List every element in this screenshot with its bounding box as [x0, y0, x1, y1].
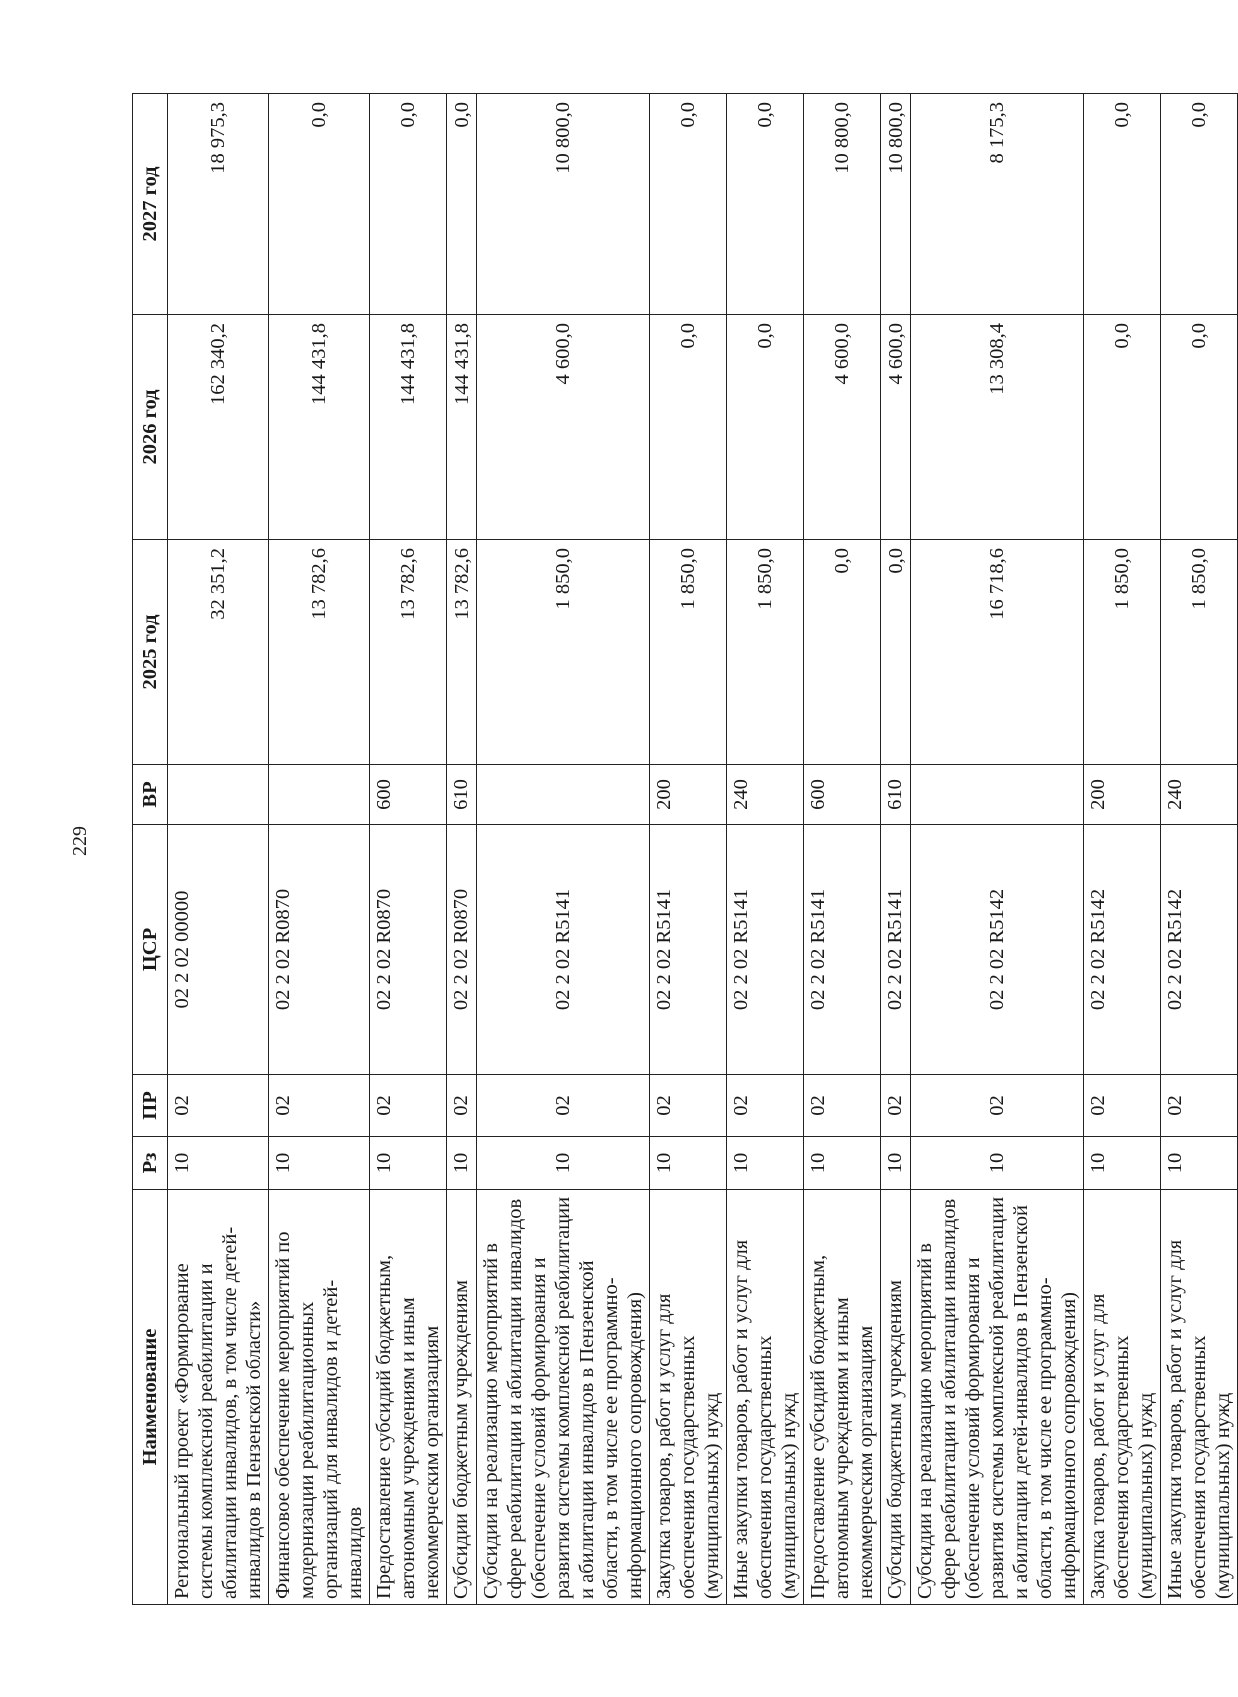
cell-2025: 13 782,6 [447, 540, 477, 765]
cell-rz: 10 [804, 1137, 881, 1190]
cell-2027: 0,0 [650, 94, 727, 315]
cell-name: Субсидии на реализацию мероприятий в сфере реабилитации и абилитации инвалидов (обеспечение условий формирования и развития системы комплексной реабилитации и абилитации детей-инвалидов в Пензенской области, в том числе ее программно-информационного сопровождения) [911, 1190, 1084, 1605]
cell-2026: 4 600,0 [881, 315, 911, 540]
cell-name: Субсидии бюджетным учреждениям [447, 1190, 477, 1605]
cell-2025: 1 850,0 [650, 540, 727, 765]
cell-2026: 13 308,4 [911, 315, 1084, 540]
cell-name: Финансовое обеспечение мероприятий по модернизации реабилитационных организаций для инвалидов и детей-инвалидов [269, 1190, 370, 1605]
cell-csr: 02 2 02 R5142 [1161, 825, 1238, 1075]
cell-2025: 1 850,0 [727, 540, 804, 765]
cell-2026: 4 600,0 [477, 315, 650, 540]
page-number: 229 [69, 826, 91, 856]
cell-vr: 240 [1161, 765, 1238, 825]
header-vr: ВР [133, 765, 168, 825]
cell-pr: 02 [477, 1075, 650, 1137]
cell-csr: 02 2 02 R5141 [650, 825, 727, 1075]
cell-vr: 610 [881, 765, 911, 825]
cell-csr: 02 2 02 R5141 [881, 825, 911, 1075]
cell-vr [269, 765, 370, 825]
table-row [477, 94, 650, 1605]
cell-2027: 0,0 [269, 94, 370, 315]
table-row [804, 94, 881, 1605]
cell-rz: 10 [1084, 1137, 1161, 1190]
cell-2027: 10 800,0 [881, 94, 911, 315]
table-row [1161, 94, 1238, 1605]
cell-2025: 0,0 [881, 540, 911, 765]
cell-name: Региональный проект «Формирование системы комплексной реабилитации и абилитации инвалидов, в том числе детей-инвалидов в Пензенской области» [168, 1190, 269, 1605]
cell-2026: 144 431,8 [269, 315, 370, 540]
cell-2025: 32 351,2 [168, 540, 269, 765]
budget-table-container [132, 94, 1234, 1605]
cell-csr: 02 2 02 R5141 [477, 825, 650, 1075]
cell-2027: 0,0 [447, 94, 477, 315]
cell-pr: 02 [447, 1075, 477, 1137]
cell-2025: 13 782,6 [370, 540, 447, 765]
cell-name: Субсидии на реализацию мероприятий в сфере реабилитации и абилитации инвалидов (обеспечение условий формирования и развития системы комплексной реабилитации и абилитации инвалидов в Пензенской области, в том числе ее программно-информационного сопровождения) [477, 1190, 650, 1605]
cell-vr: 200 [650, 765, 727, 825]
cell-rz: 10 [727, 1137, 804, 1190]
budget-table [132, 93, 1238, 1605]
cell-2025: 0,0 [804, 540, 881, 765]
cell-pr: 02 [804, 1075, 881, 1137]
cell-2027: 8 175,3 [911, 94, 1084, 315]
cell-rz: 10 [650, 1137, 727, 1190]
table-row [168, 94, 269, 1605]
cell-pr: 02 [1161, 1075, 1238, 1137]
cell-pr: 02 [168, 1075, 269, 1137]
cell-pr: 02 [650, 1075, 727, 1137]
cell-2027: 0,0 [1084, 94, 1161, 315]
cell-csr: 02 2 02 R0870 [370, 825, 447, 1075]
cell-2026: 0,0 [727, 315, 804, 540]
cell-rz: 10 [370, 1137, 447, 1190]
cell-csr: 02 2 02 00000 [168, 825, 269, 1075]
cell-vr [168, 765, 269, 825]
cell-rz: 10 [477, 1137, 650, 1190]
cell-2027: 18 975,3 [168, 94, 269, 315]
cell-2026: 144 431,8 [370, 315, 447, 540]
cell-2025: 1 850,0 [477, 540, 650, 765]
cell-csr: 02 2 02 R5141 [727, 825, 804, 1075]
cell-vr [911, 765, 1084, 825]
header-name: Наименование [133, 1190, 168, 1605]
cell-2026: 0,0 [650, 315, 727, 540]
header-2026: 2026 год [133, 315, 168, 540]
table-row [881, 94, 911, 1605]
cell-2026: 162 340,2 [168, 315, 269, 540]
table-row [650, 94, 727, 1605]
cell-name: Субсидии бюджетным учреждениям [881, 1190, 911, 1605]
table-header-row [133, 94, 168, 1605]
table-row [911, 94, 1084, 1605]
cell-2025: 1 850,0 [1161, 540, 1238, 765]
table-row [727, 94, 804, 1605]
cell-2026: 0,0 [1161, 315, 1238, 540]
header-2025: 2025 год [133, 540, 168, 765]
cell-csr: 02 2 02 R5141 [804, 825, 881, 1075]
table-row [269, 94, 370, 1605]
cell-name: Иные закупки товаров, работ и услуг для обеспечения государственных (муниципальных) нужд [1161, 1190, 1238, 1605]
cell-csr: 02 2 02 R5142 [911, 825, 1084, 1075]
cell-name: Иные закупки товаров, работ и услуг для обеспечения государственных (муниципальных) нужд [727, 1190, 804, 1605]
cell-2025: 1 850,0 [1084, 540, 1161, 765]
cell-pr: 02 [1084, 1075, 1161, 1137]
cell-vr: 200 [1084, 765, 1161, 825]
cell-2027: 0,0 [1161, 94, 1238, 315]
cell-2025: 13 782,6 [269, 540, 370, 765]
cell-pr: 02 [911, 1075, 1084, 1137]
cell-rz: 10 [168, 1137, 269, 1190]
cell-2027: 10 800,0 [804, 94, 881, 315]
cell-2025: 16 718,6 [911, 540, 1084, 765]
cell-rz: 10 [1161, 1137, 1238, 1190]
cell-name: Предоставление субсидий бюджетным, автономным учреждениям и иным некоммерческим организациям [804, 1190, 881, 1605]
cell-csr: 02 2 02 R5142 [1084, 825, 1161, 1075]
cell-pr: 02 [269, 1075, 370, 1137]
table-row [447, 94, 477, 1605]
cell-rz: 10 [269, 1137, 370, 1190]
header-csr: ЦСР [133, 825, 168, 1075]
header-pr: ПР [133, 1075, 168, 1137]
cell-pr: 02 [370, 1075, 447, 1137]
cell-2027: 0,0 [727, 94, 804, 315]
cell-rz: 10 [911, 1137, 1084, 1190]
cell-2027: 0,0 [370, 94, 447, 315]
cell-2027: 10 800,0 [477, 94, 650, 315]
cell-rz: 10 [447, 1137, 477, 1190]
cell-name: Предоставление субсидий бюджетным, автономным учреждениям и иным некоммерческим организациям [370, 1190, 447, 1605]
cell-pr: 02 [881, 1075, 911, 1137]
cell-vr [477, 765, 650, 825]
cell-vr: 600 [804, 765, 881, 825]
cell-csr: 02 2 02 R0870 [269, 825, 370, 1075]
header-rz: Рз [133, 1137, 168, 1190]
cell-csr: 02 2 02 R0870 [447, 825, 477, 1075]
cell-2026: 144 431,8 [447, 315, 477, 540]
cell-name: Закупка товаров, работ и услуг для обеспечения государственных (муниципальных) нужд [650, 1190, 727, 1605]
cell-vr: 610 [447, 765, 477, 825]
cell-pr: 02 [727, 1075, 804, 1137]
header-2027: 2027 год [133, 94, 168, 315]
table-row [1084, 94, 1161, 1605]
cell-name: Закупка товаров, работ и услуг для обеспечения государственных (муниципальных) нужд [1084, 1190, 1161, 1605]
cell-2026: 0,0 [1084, 315, 1161, 540]
cell-2026: 4 600,0 [804, 315, 881, 540]
cell-vr: 240 [727, 765, 804, 825]
cell-rz: 10 [881, 1137, 911, 1190]
table-row [370, 94, 447, 1605]
cell-vr: 600 [370, 765, 447, 825]
